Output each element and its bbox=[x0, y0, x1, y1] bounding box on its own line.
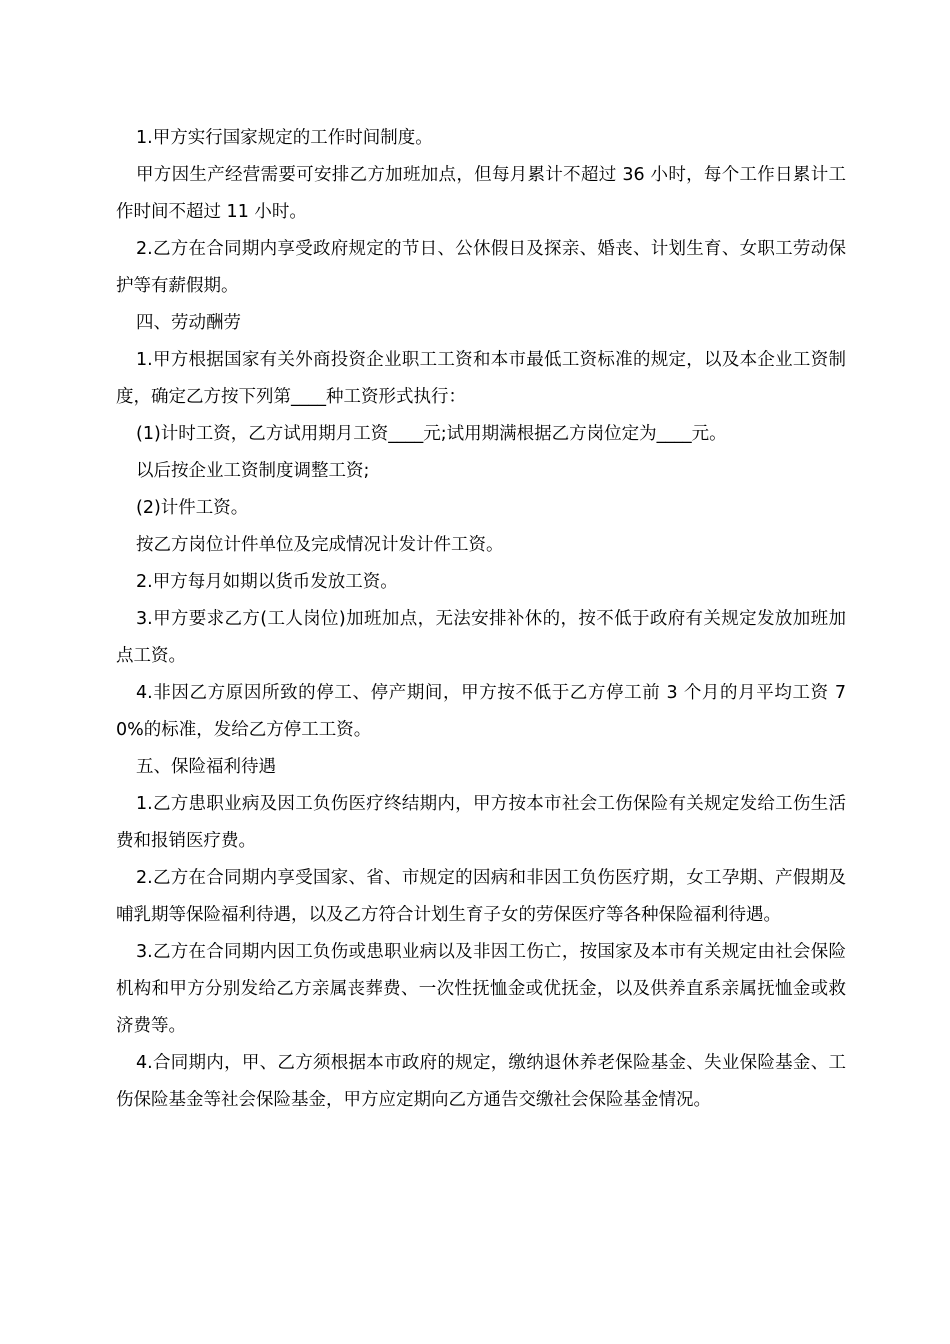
paragraph-death-benefits: 3.乙方在合同期内因工负伤或患职业病以及非因工伤亡，按国家及本市有关规定由社会保险机构和甲方分别发给乙方亲属丧葬费、一次性抚恤金或优抚金，以及供养直系亲属抚恤金或救济费等。 bbox=[116, 942, 846, 1036]
paragraph-monthly-payment: 2.甲方每月如期以货币发放工资。 bbox=[136, 572, 398, 592]
paragraph-shutdown-pay: 4.非因乙方原因所致的停工、停产期间，甲方按不低于乙方停工前 3 个月的月平均工资 70%的标准，发给乙方停工工资。 bbox=[116, 683, 846, 740]
paragraph-wage-adjustment: 以后按企业工资制度调整工资; bbox=[136, 461, 370, 481]
paragraph-work-time-system: 1.甲方实行国家规定的工作时间制度。 bbox=[136, 128, 433, 148]
section-heading-remuneration: 四、劳动酬劳 bbox=[136, 313, 241, 333]
paragraph-piece-wage: (2)计件工资。 bbox=[136, 498, 249, 518]
paragraph-time-wage: (1)计时工资，乙方试用期月工资____元;试用期满根据乙方岗位定为____元。 bbox=[136, 424, 727, 444]
paragraph-social-insurance: 4.合同期内，甲、乙方须根据本市政府的规定，缴纳退休养老保险基金、失业保险基金、工伤保险基金等社会保险基金，甲方应定期向乙方通告交缴社会保险基金情况。 bbox=[116, 1053, 846, 1110]
document-body bbox=[116, 120, 846, 1119]
paragraph-overtime-pay: 3.甲方要求乙方(工人岗位)加班加点，无法安排补休的，按不低于政府有关规定发放加班加点工资。 bbox=[116, 609, 846, 666]
section-heading-insurance: 五、保险福利待遇 bbox=[136, 757, 276, 777]
paragraph-overtime-limit: 甲方因生产经营需要可安排乙方加班加点，但每月累计不超过 36 小时，每个工作日累计工作时间不超过 11 小时。 bbox=[116, 165, 846, 222]
paragraph-wage-form: 1.甲方根据国家有关外商投资企业职工工资和本市最低工资标准的规定，以及本企业工资制度，确定乙方按下列第____种工资形式执行： bbox=[116, 350, 846, 407]
paragraph-medical-period: 2.乙方在合同期内享受国家、省、市规定的因病和非因工负伤医疗期，女工孕期、产假期及哺乳期等保险福利待遇，以及乙方符合计划生育子女的劳保医疗等各种保险福利待遇。 bbox=[116, 868, 846, 925]
paragraph-occupational-disease: 1.乙方患职业病及因工负伤医疗终结期内，甲方按本市社会工伤保险有关规定发给工伤生活费和报销医疗费。 bbox=[116, 794, 846, 851]
paragraph-piece-wage-detail: 按乙方岗位计件单位及完成情况计发计件工资。 bbox=[136, 535, 504, 555]
paragraph-paid-leave: 2.乙方在合同期内享受政府规定的节日、公休假日及探亲、婚丧、计划生育、女职工劳动保护等有薪假期。 bbox=[116, 239, 846, 296]
